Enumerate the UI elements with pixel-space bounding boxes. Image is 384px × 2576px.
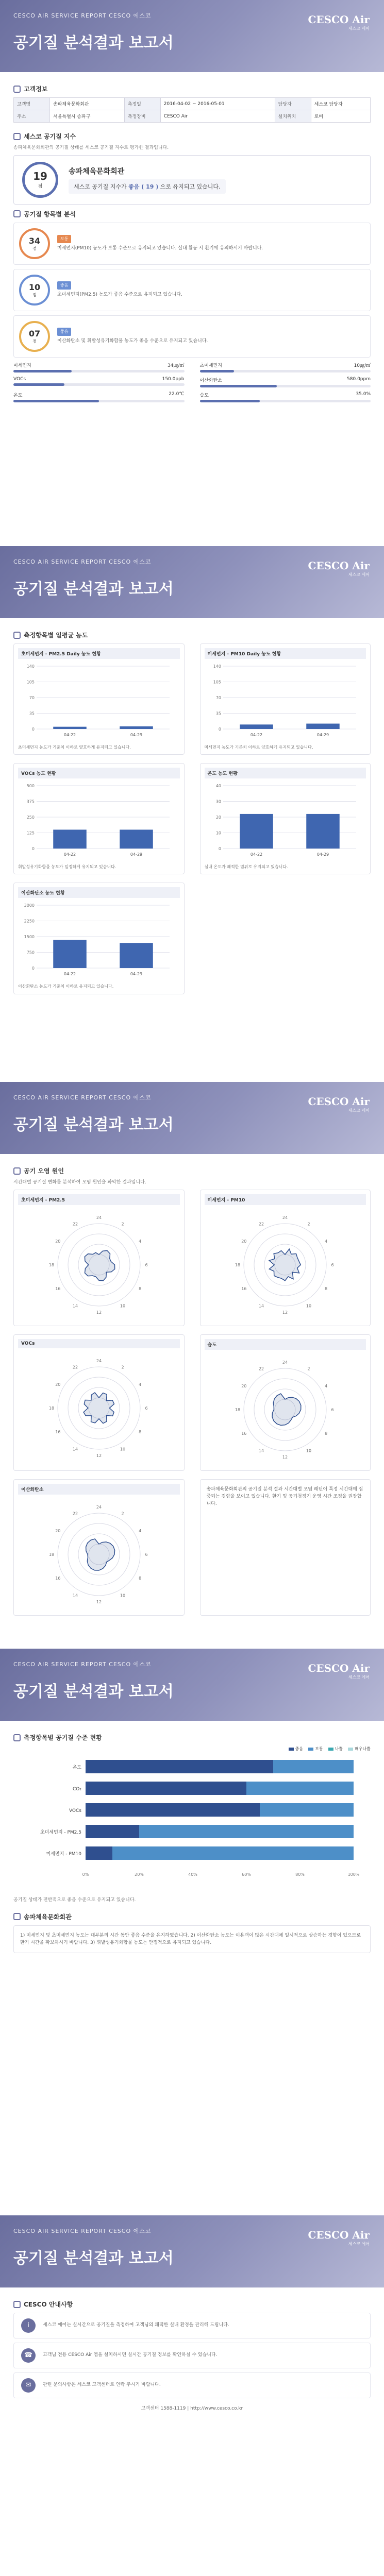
- summary-score-circle: 19 점: [22, 162, 58, 198]
- y-tick-label: 10: [215, 831, 221, 836]
- x-tick-label: 60%: [242, 1872, 251, 1877]
- hour-label: 6: [145, 1552, 148, 1557]
- y-tick-label: 20: [215, 815, 221, 820]
- hour-label: 2: [121, 1221, 124, 1226]
- bar: [240, 814, 273, 849]
- hour-label: 12: [96, 1453, 102, 1458]
- hour-label: 4: [138, 1382, 141, 1387]
- y-tick-label: 2250: [24, 919, 35, 924]
- hour-label: 2: [307, 1221, 310, 1226]
- hour-label: 4: [325, 1383, 328, 1388]
- hour-label: 8: [138, 1575, 141, 1581]
- hour-label: 18: [48, 1405, 54, 1411]
- bar: [53, 830, 87, 849]
- user-icon: [13, 86, 21, 93]
- hour-label: 12: [282, 1310, 288, 1315]
- report-header: CESCO AIR SERVICE REPORT CESCO 에스코 공기질 분석결과 보고서 CESCO Air 세스코 에어: [0, 1649, 384, 1721]
- hour-label: 24: [96, 1358, 102, 1363]
- hour-label: 20: [55, 1528, 61, 1533]
- radar-chart: [228, 1208, 342, 1321]
- cause-note: 시간대별 공기질 변화를 분석하여 오염 원인을 파악한 결과입니다.: [13, 1180, 146, 1185]
- hour-label: 12: [282, 1454, 288, 1460]
- summary-name: 송파체육문화회관: [69, 167, 125, 176]
- cesco-logo: CESCO Air 세스코 에어: [308, 13, 370, 31]
- x-tick-label: 04-22: [250, 733, 262, 737]
- report-page-3: [0, 1082, 384, 1638]
- radar-icon: [13, 1167, 21, 1175]
- y-tick-label: 105: [213, 680, 221, 685]
- stack-segment: [273, 1760, 354, 1773]
- hour-label: 2: [121, 1364, 124, 1369]
- hour-label: 20: [55, 1239, 61, 1244]
- y-tick-label: 30: [215, 799, 221, 804]
- hour-label: 10: [306, 1303, 312, 1309]
- x-tick-label: 04-29: [316, 852, 329, 857]
- bar: [240, 724, 273, 729]
- mail-icon: ✉: [21, 2378, 36, 2393]
- y-tick-label: 0: [218, 846, 221, 852]
- hour-label: 8: [138, 1429, 141, 1434]
- measure-bar: 습도 35.0%: [200, 392, 371, 402]
- guide-section-title: CESCO 안내사항: [13, 2300, 371, 2309]
- radar-chart: [42, 1351, 156, 1465]
- y-tick-label: 35: [215, 711, 221, 716]
- radar-series: [84, 1393, 114, 1423]
- report-header: CESCO AIR SERVICE REPORT CESCO 에스코 공기질 분석결과 보고서 CESCO Air 세스코 에어: [0, 546, 384, 618]
- hour-label: 8: [325, 1431, 328, 1436]
- y-tick-label: 250: [26, 815, 35, 820]
- phone-icon: ☎: [21, 2348, 36, 2363]
- category-row: 34 점 보통 미세먼지(PM10) 농도가 보통 수준으로 유지되고 있습니다. 실내 활동 시 환기에 유의하시기 바랍니다.: [13, 223, 371, 265]
- x-tick-label: 04-29: [130, 972, 143, 977]
- header-tag: CESCO AIR SERVICE REPORT CESCO 에스코: [13, 12, 152, 19]
- hour-label: 18: [48, 1552, 54, 1557]
- hour-label: 16: [55, 1429, 61, 1434]
- hour-label: 24: [282, 1360, 288, 1365]
- cause-summary: 송파체육문화회관의 공기질 분석 결과 시간대별 오염 패턴이 특정 시간대에 집중되는 경향을 보이고 있습니다. 환기 및 공기청정기 운영 시간 조정을 권장합니다.: [200, 1479, 371, 1616]
- hour-label: 18: [48, 1262, 54, 1267]
- measure-bars: [13, 362, 371, 402]
- summary-box: [13, 155, 371, 205]
- bar-chart: [205, 662, 359, 739]
- y-tick-label: 125: [26, 831, 35, 836]
- hour-label: 16: [241, 1431, 247, 1436]
- radar-card: 초미세먼지 - PM2.5 24 2 4 6 8 10 12 14 16 18 20 22: [13, 1190, 185, 1326]
- bar-chart: [205, 782, 359, 859]
- hour-label: 20: [55, 1382, 61, 1387]
- level-summary: 공기질 상태가 전반적으로 좋음 수준으로 유지되고 있습니다.: [13, 1897, 136, 1903]
- y-tick-label: 0: [31, 727, 35, 732]
- hour-label: 22: [72, 1221, 78, 1226]
- cause-section-title: 공기 오염 원인: [13, 1166, 371, 1175]
- x-tick-label: 04-22: [63, 852, 76, 857]
- hour-label: 14: [259, 1448, 264, 1453]
- stack-segment: [86, 1803, 260, 1817]
- y-tick-label: 35: [29, 711, 35, 716]
- y-tick-label: 0: [31, 966, 35, 971]
- radar-series: [86, 1539, 114, 1570]
- hour-label: 22: [72, 1511, 78, 1516]
- y-tick-label: 0: [218, 727, 221, 732]
- daily-charts: [13, 643, 371, 994]
- stack-segment: [139, 1825, 354, 1838]
- info-icon: [13, 2301, 21, 2308]
- x-tick-label: 100%: [347, 1872, 360, 1877]
- hour-label: 10: [120, 1447, 125, 1452]
- bar-chart-icon: [13, 632, 21, 639]
- y-tick-label: 70: [29, 696, 35, 700]
- hour-label: 12: [96, 1599, 102, 1604]
- hour-label: 6: [331, 1407, 334, 1412]
- hour-label: 2: [121, 1511, 124, 1516]
- y-tick-label: 375: [26, 799, 35, 804]
- stack-segment: [260, 1803, 354, 1817]
- bar: [120, 726, 153, 729]
- hour-label: 16: [55, 1575, 61, 1581]
- measure-bar: 온도 22.0℃: [13, 392, 185, 402]
- y-tick-label: 70: [215, 696, 221, 700]
- category-score: 07 점: [19, 321, 50, 352]
- radar-card: 미세먼지 - PM10 24 2 4 6 8 10 12 14 16 18 20 22: [200, 1190, 371, 1326]
- hour-label: 20: [241, 1239, 247, 1244]
- bar: [53, 727, 87, 729]
- hour-label: 18: [235, 1262, 241, 1267]
- level-section-title: 측정항목별 공기질 수준 현황: [13, 1733, 371, 1742]
- summary-note: 송파체육문화회관의 공기질 상태를 세스코 공기질 지수로 평가한 결과입니다.: [13, 145, 169, 150]
- radar-chart: [42, 1208, 156, 1321]
- radar-card: VOCs 24 2 4 6 8 10 12 14 16 18 20 22: [13, 1334, 185, 1471]
- summary-section-title: 세스코 공기질 지수: [13, 132, 371, 141]
- hour-label: 8: [138, 1286, 141, 1291]
- bar-chart: [18, 662, 173, 739]
- hour-label: 22: [259, 1221, 264, 1226]
- stack-segment: [246, 1782, 354, 1795]
- hour-label: 4: [138, 1239, 141, 1244]
- x-tick-label: 04-29: [130, 733, 143, 737]
- x-tick-label: 40%: [188, 1872, 197, 1877]
- y-tick-label: 3000: [24, 903, 35, 908]
- hour-label: 6: [145, 1262, 148, 1267]
- stack-chart-icon: [13, 1734, 21, 1741]
- hour-label: 20: [241, 1383, 247, 1388]
- bar: [306, 724, 340, 729]
- list-icon: [13, 210, 21, 217]
- radar-chart: [42, 1498, 156, 1611]
- hour-label: 18: [235, 1407, 241, 1412]
- customer-info-table: 고객명 송파체육문화회관 측정일 2016-04-02 ~ 2016-05-01 담당자 세스코 담당자 주소 서울특별시 송파구 측정장비 CESCO Air 설치위치 로비: [13, 97, 371, 123]
- hour-label: 24: [96, 1215, 102, 1220]
- daily-section-title: 측정항목별 일평균 농도: [13, 631, 371, 639]
- hour-label: 6: [145, 1405, 148, 1411]
- report-header: [0, 0, 384, 72]
- bar: [120, 943, 153, 969]
- detail-title: 송파체육문화회관: [13, 1912, 371, 1921]
- stack-segment: [86, 1760, 273, 1773]
- hour-label: 10: [120, 1593, 125, 1598]
- y-tick-label: 40: [215, 784, 221, 789]
- summary-line: 세스코 공기질 지수가 좋음 ( 19 ) 으로 유지되고 있습니다.: [69, 179, 226, 194]
- bar-chart-card: 온도 농도 현황 0 10 20 30 40 04-22 04-29 실내 온도가 쾌적한 범위로 유지되고 있습니다.: [200, 763, 371, 874]
- bar-chart-card: 미세먼지 - PM10 Daily 농도 현황 0 35 70 105 140 04-22 04-29 미세먼지 농도가 기준치 이하로 양호하게 유지되고 있습니다.: [200, 643, 371, 755]
- bar-chart: [18, 782, 173, 859]
- hour-label: 16: [241, 1286, 247, 1291]
- info-icon: i: [21, 2318, 36, 2333]
- guide-item: ☎ 고객님 전용 CESCO Air 앱을 설치하시면 실시간 공기질 정보를 확인하실 수 있습니다.: [13, 2343, 371, 2368]
- row-label: VOCs: [69, 1808, 81, 1814]
- y-tick-label: 500: [26, 784, 35, 789]
- stack-segment: [86, 1846, 112, 1860]
- hour-label: 10: [306, 1448, 312, 1453]
- radar-series: [272, 1394, 301, 1425]
- y-tick-label: 1500: [24, 935, 35, 940]
- hour-label: 24: [96, 1504, 102, 1510]
- category-row: 10 점 좋음 초미세먼지(PM2.5) 농도가 좋음 수준으로 유지되고 있습니다.: [13, 269, 371, 311]
- report-page-5: [0, 2215, 384, 2576]
- hour-label: 14: [72, 1447, 78, 1452]
- bar: [120, 830, 153, 849]
- category-row: 07 점 좋음 이산화탄소 및 휘발성유기화합물 농도가 좋음 수준으로 유지되고 있습니다.: [13, 315, 371, 358]
- y-tick-label: 0: [31, 846, 35, 852]
- radar-card: 이산화탄소 24 2 4 6 8 10 12 14 16 18 20 22: [13, 1479, 185, 1616]
- x-tick-label: 04-22: [250, 852, 262, 857]
- hour-label: 22: [259, 1366, 264, 1371]
- report-header: CESCO AIR SERVICE REPORT CESCO 에스코 공기질 분석결과 보고서 CESCO Air 세스코 에어: [0, 2215, 384, 2287]
- hour-label: 4: [138, 1528, 141, 1533]
- hour-label: 14: [259, 1303, 264, 1309]
- x-tick-label: 04-29: [130, 852, 143, 857]
- row-label: CO₂: [73, 1787, 81, 1792]
- hour-label: 4: [325, 1239, 328, 1244]
- hour-label: 22: [72, 1364, 78, 1369]
- hour-label: 14: [72, 1303, 78, 1309]
- measure-bar: VOCs 150.0ppb: [13, 377, 185, 387]
- measure-bar: 미세먼지 34㎍/㎥: [13, 362, 185, 372]
- hour-label: 12: [96, 1310, 102, 1315]
- customer-section-title: 고객정보: [13, 84, 371, 93]
- category-score: 34 점: [19, 228, 50, 259]
- hour-label: 6: [331, 1262, 334, 1267]
- doc-icon: [13, 1913, 21, 1920]
- report-page-1: [0, 0, 384, 526]
- hour-label: 16: [55, 1286, 61, 1291]
- report-page-2: [0, 546, 384, 1061]
- level-legend: 좋음 보통 나쁨 매우나쁨: [13, 1746, 371, 1752]
- measure-bar: 초미세먼지 10㎍/㎥: [200, 362, 371, 372]
- bar-chart-card: 이산화탄소 농도 현황 0 750 1500 2250 3000 04-22 04-29 이산화탄소 농도가 기준치 이하로 유지되고 있습니다.: [13, 883, 185, 994]
- chart-icon: [13, 133, 21, 140]
- x-tick-label: 04-29: [316, 733, 329, 737]
- measure-bar: 이산화탄소 580.0ppm: [200, 377, 371, 387]
- y-tick-label: 140: [26, 664, 35, 669]
- contact-info: 고객센터 1588-1119 | http://www.cesco.co.kr: [141, 2406, 243, 2411]
- guide-item: i 세스코 에어는 실시간으로 공기질을 측정하여 고객님의 쾌적한 실내 환경을 관리해 드립니다.: [13, 2313, 371, 2338]
- bar-chart: [18, 901, 173, 978]
- stack-segment: [112, 1846, 354, 1860]
- detail-text: 1) 미세먼지 및 초미세먼지 농도는 대부분의 시간 동안 좋음 수준을 유지하였습니다. 2) 이산화탄소 농도는 이용객이 많은 시간대에 일시적으로 상승하는 경향이 있으므로 환기 시간을 확보하시기 바랍니다. 3) 휘발성유기화합물 농도는 안정적으로 유지되고 있습니다.: [13, 1925, 371, 1954]
- row-label: 미세먼지 - PM10: [46, 1852, 81, 1857]
- hour-label: 14: [72, 1593, 78, 1598]
- radar-charts: [13, 1190, 371, 1616]
- x-tick-label: 0%: [82, 1872, 89, 1877]
- report-page-4: [0, 1649, 384, 2195]
- x-tick-label: 20%: [135, 1872, 144, 1877]
- hour-label: 24: [282, 1215, 288, 1220]
- level-stack-chart: [13, 1755, 371, 1889]
- bar: [306, 814, 340, 849]
- radar-card: 습도 24 2 4 6 8 10 12 14 16 18 20 22: [200, 1334, 371, 1471]
- hour-label: 8: [325, 1286, 328, 1291]
- guide-item: ✉ 관련 문의사항은 세스코 고객센터로 연락 주시기 바랍니다.: [13, 2372, 371, 2398]
- hour-label: 2: [307, 1366, 310, 1371]
- radar-chart: [228, 1353, 342, 1466]
- hour-label: 10: [120, 1303, 125, 1309]
- x-tick-label: 04-22: [63, 972, 76, 977]
- row-label: 초미세먼지 - PM2.5: [40, 1830, 81, 1835]
- y-tick-label: 750: [26, 950, 35, 955]
- report-title: 공기질 분석결과 보고서: [13, 34, 174, 52]
- category-score: 10 점: [19, 275, 50, 306]
- y-tick-label: 105: [26, 680, 35, 685]
- row-label: 온도: [72, 1765, 81, 1770]
- x-tick-label: 80%: [295, 1872, 305, 1877]
- report-header: CESCO AIR SERVICE REPORT CESCO 에스코 공기질 분석결과 보고서 CESCO Air 세스코 에어: [0, 1082, 384, 1154]
- stack-segment: [86, 1825, 139, 1838]
- x-tick-label: 04-22: [63, 733, 76, 737]
- category-section-title: 공기질 항목별 분석: [13, 210, 371, 218]
- bar: [53, 940, 87, 968]
- bar-chart-card: VOCs 농도 현황 0 125 250 375 500 04-22 04-29 휘발성유기화합물 농도가 일정하게 유지되고 있습니다.: [13, 763, 185, 874]
- stack-segment: [86, 1782, 246, 1795]
- y-tick-label: 140: [213, 664, 221, 669]
- radar-series: [269, 1249, 300, 1280]
- bar-chart-card: 초미세먼지 - PM2.5 Daily 농도 현황 0 35 70 105 140 04-22 04-29 초미세먼지 농도가 기준치 이하로 양호하게 유지되고 있습니다.: [13, 643, 185, 755]
- radar-series: [85, 1250, 114, 1280]
